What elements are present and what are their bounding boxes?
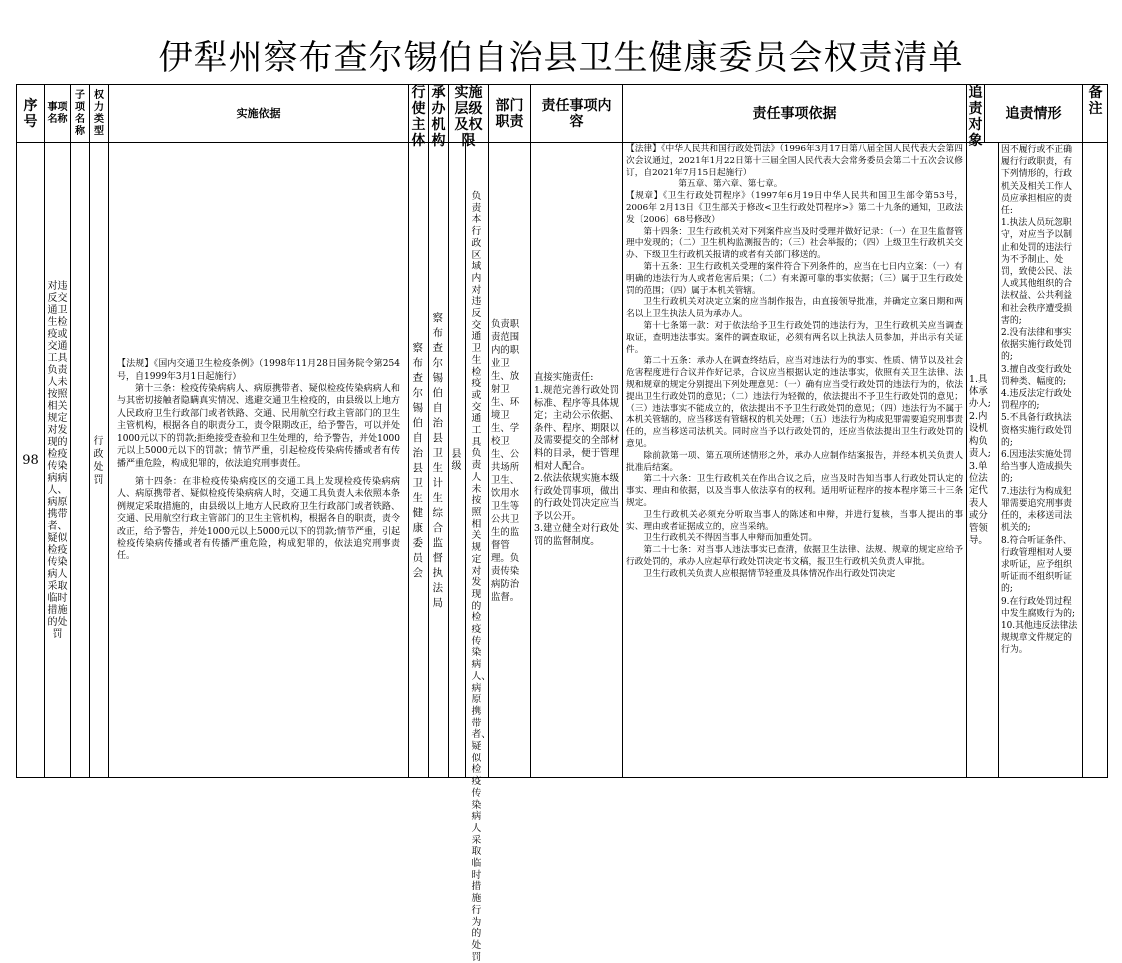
header-power-type: 权力类型: [89, 84, 108, 142]
header-seq: 序号: [16, 84, 44, 142]
situation-line: 4.违反法定行政处罚程序的;: [1001, 389, 1072, 412]
page-title: 伊犁州察布查尔锡伯自治县卫生健康委员会权责清单: [158, 38, 964, 78]
row-resp-basis: [622, 142, 966, 778]
situation-line: 2.没有法律和事实依据实施行政处罚的;: [1001, 328, 1072, 363]
row-subject: 察布查尔锡伯自治县卫生健康委员会: [408, 142, 428, 778]
row-basis: [108, 142, 408, 778]
header-level: 实施层级及权限: [448, 84, 488, 142]
situation-line: 10.其他违反法律法规规章文件规定的行为。: [1001, 620, 1078, 656]
row-power-type: 行政处罚: [89, 142, 108, 778]
situation-line: 9.在行政处罚过程中发生腐败行为的;: [1001, 596, 1075, 619]
resp-basis-line: 卫生行政机关不得因当事人申辩而加重处罚。: [643, 533, 818, 544]
header-remark: 备注: [1082, 84, 1108, 142]
situation-line: 8.符合听证条件、行政管理相对人要求听证，应予组织听证而不组织听证的;: [1001, 535, 1072, 595]
basis-source: 【法规】《国内交通卫生检疫条例》（1998年11月28日国务院令第254号，自1999年3月1日起施行）: [117, 359, 400, 382]
situation-line: 7.违法行为构成犯罪需要追究刑事责任的，未移送司法机关的;: [1001, 486, 1072, 534]
row-subitem: [70, 142, 89, 778]
row-dept: 负责职责范围内的职业卫生、放射卫生、环境卫生、学校卫生、公共场所卫生、饮用水卫生等公共卫生的监督管理。负责传染病防治监督。: [488, 142, 530, 778]
resp-line: 2.依法依规实施本级行政处罚事项，做出的行政处罚决定应当予以公开。: [534, 473, 619, 522]
header-basis: 实施依据: [108, 84, 408, 142]
row-level: 县级: [448, 142, 465, 778]
header-situation: 追责情形: [984, 84, 1082, 142]
header-resp: 责任事项内容: [530, 84, 622, 142]
resp-basis-line: 卫生行政机关对决定立案的应当制作报告，由直接领导批准，并确定立案日期和两名以上卫生执法人员为承办人。: [626, 297, 963, 320]
header-subject: 行使主体: [408, 84, 428, 142]
resp-basis-line: 【规章】《卫生行政处罚程序》（1997年6月19日中华人民共和国卫生部令第53号，2006年 2月13日《卫生部关于修改<卫生行政处罚程序>》第二十九条的通知，卫政法发〔2006〕68号修改）: [626, 191, 963, 225]
row-item: 对违反交通卫生检疫或交通工具负责人未按照相关规定对发现的检疫传染病病人、病原携带者、疑似检疫传染病人采取临时措施的处罚: [44, 142, 70, 778]
resp-basis-line: 除前款第一项、第五项所述情形之外，承办人应制作结案报告，并经本机关负责人批准后结案。: [626, 450, 963, 473]
resp-line: 直接实施责任:: [534, 372, 594, 384]
header-item: 事项名称: [44, 84, 70, 142]
row-seq: 98: [16, 142, 44, 778]
basis-article-14: 第十四条：在非检疫传染病疫区的交通工具上发现检疫传染病病人、病原携带者、疑似检疫传染病病人时，交通工具负责人未依照本条例规定采取措施的，由县级以上地方人民政府卫生行政部门或者铁路、交通、民用航空行政主管部门的卫生主管机构，根据各自的职责，责令改正，给予警告，并处1000元以上5000元以下的罚款;情节严重，引起检疫传染病传播或者有传播严重危险，构成犯罪的，依法追究刑事责任。: [117, 476, 400, 562]
situation-line: 6.因违法实施处罚给当事人造成损失的;: [1001, 450, 1072, 485]
row-resp: [530, 142, 622, 778]
situation-line: 5.不具备行政执法资格实施行政处罚的;: [1001, 413, 1072, 448]
resp-basis-line: 第十五条：卫生行政机关受理的案件符合下列条件的，应当在七日内立案：（一）有明确的违法行为人或者危害后果；（二）有来源可靠的事实依据；（三）属于卫生行政处罚的范围；（四）属于本机关管辖。: [626, 261, 963, 296]
resp-basis-line: 第五章、第六章、第七章。: [678, 179, 783, 190]
row-agency: 察布查尔锡伯自治县卫生计生综合监督执法局: [428, 142, 448, 778]
resp-basis-line: 第二十六条：卫生行政机关在作出合议之后，应当及时告知当事人行政处罚认定的事实、理由和依据，以及当事人依法享有的权利。适用听证程序的按本程序第三十三条规定。: [626, 474, 963, 508]
header-subitem: 子项名称: [70, 84, 89, 142]
resp-basis-line: 【法律】《中华人民共和国行政处罚法》（1996年3月17日第八届全国人民代表大会第四次会议通过，2021年1月22日第十三届全国人民代表大会常务委员会第二十五次会议修订，自2021年7月15日起施行）: [626, 144, 963, 178]
row-situation: [998, 142, 1082, 778]
resp-line: 3.建立健全对行政处罚的监督制度。: [534, 523, 619, 548]
resp-basis-line: 卫生行政机关必须充分听取当事人的陈述和申辩，并进行复核，当事人提出的事实、理由或者证据成立的，应当采纳。: [626, 509, 963, 532]
row-level-detail: 负责本行政区域内对违反交通卫生检疫或交通工具负责人未按照相关规定对发现的检疫传染病人、病原携带者、疑似检疫传染病人采取临时措施行为的处罚: [465, 142, 488, 778]
header-resp-basis: 责任事项依据: [622, 84, 966, 142]
resp-line: 1.规范完善行政处罚标准、程序等具体规定；主动公示依据、条件、程序、期限以及需要提交的全部材料的目录，便于管理相对人配合。: [534, 384, 619, 472]
situation-line: 3.擅自改变行政处罚种类、幅度的;: [1001, 364, 1072, 387]
situation-line: 1.执法人员玩忽职守，对应当予以制止和处罚的违法行为不予制止、处罚，致使公民、法人或其他组织的合法权益、公共利益和社会秩序遭受损害的;: [1001, 218, 1072, 326]
header-agency: 承办机构: [428, 84, 448, 142]
situation-line: 因不履行或不正确履行行政职责，有下列情形的，行政机关及相关工作人员应承担相应的责任:: [1001, 145, 1072, 217]
resp-basis-line: 第十七条第一款：对于依法给予卫生行政处罚的违法行为，卫生行政机关应当调查取证，查明违法事实。案件的调查取证，必须有两名以上执法人员参加，并出示有关证件。: [626, 320, 963, 355]
row-target: 1.具体承办人; 2.内设机构负责人; 3.单位法定代表人或分管领导。: [966, 142, 998, 778]
header-dept: 部门职责: [488, 84, 530, 142]
row-remark: [1082, 142, 1108, 778]
resp-basis-line: 第十四条：卫生行政机关对下列案件应当及时受理并做好记录：（一）在卫生监督管理中发现的；（二）卫生机构监测报告的；（三）社会举报的；（四）上级卫生行政机关交办、下级卫生行政机关报请的或者有关部门移送的。: [626, 226, 963, 261]
responsibility-table: [16, 84, 1108, 963]
resp-basis-line: 第二十七条：对当事人违法事实已查清，依据卫生法律、法规、规章的规定应给予行政处罚的，承办人应起草行政处罚决定书文稿，报卫生行政机关负责人审批。: [626, 545, 963, 567]
basis-article-13: 第十三条：检疫传染病病人、病原携带者、疑似检疫传染病病人和与其密切接触者隐瞒真实情况、逃避交通卫生检疫的，由县级以上地方人民政府卫生行政部门或者铁路、交通、民用航空行政主管部门的卫生主管机构，根据各自的职责分工，责令限期改正，给予警告，可以并处1000元以下的罚款;拒绝接受查验和卫生处理的，给予警告，并处1000元以上5000元以下的罚款；情节严重，引起检疫传染病传播或者有传播严重危险，构成犯罪的，依法追究刑事责任。: [117, 384, 400, 469]
resp-basis-line: 第二十五条：承办人在调查终结后，应当对违法行为的事实、性质、情节以及社会危害程度进行合议并作好记录，合议应当根据认定的违法事实，依照有关卫生法律、法规和规章的规定分别提出下列处理意见：（一）确有应当受行政处罚的违法行为的，依法提出卫生行政处罚的意见；（二）违法行为轻微的，依法提出不予卫生行政处罚的意见；（三）违法事实不能成立的，依法提出不予卫生行政处罚的意见；（四）违法行为不属于本机关管辖的，应当移送有管辖权的机关处理；（五）违法行为构成犯罪需要追究刑事责任的，应当移送司法机关。同时应当予以行政处罚的，还应当依法提出卫生行政处罚的意见。: [626, 356, 963, 449]
resp-basis-line: 卫生行政机关负责人应根据情节轻重及具体情况作出行政处罚决定: [643, 568, 896, 579]
header-target: 追责对象: [966, 84, 984, 142]
